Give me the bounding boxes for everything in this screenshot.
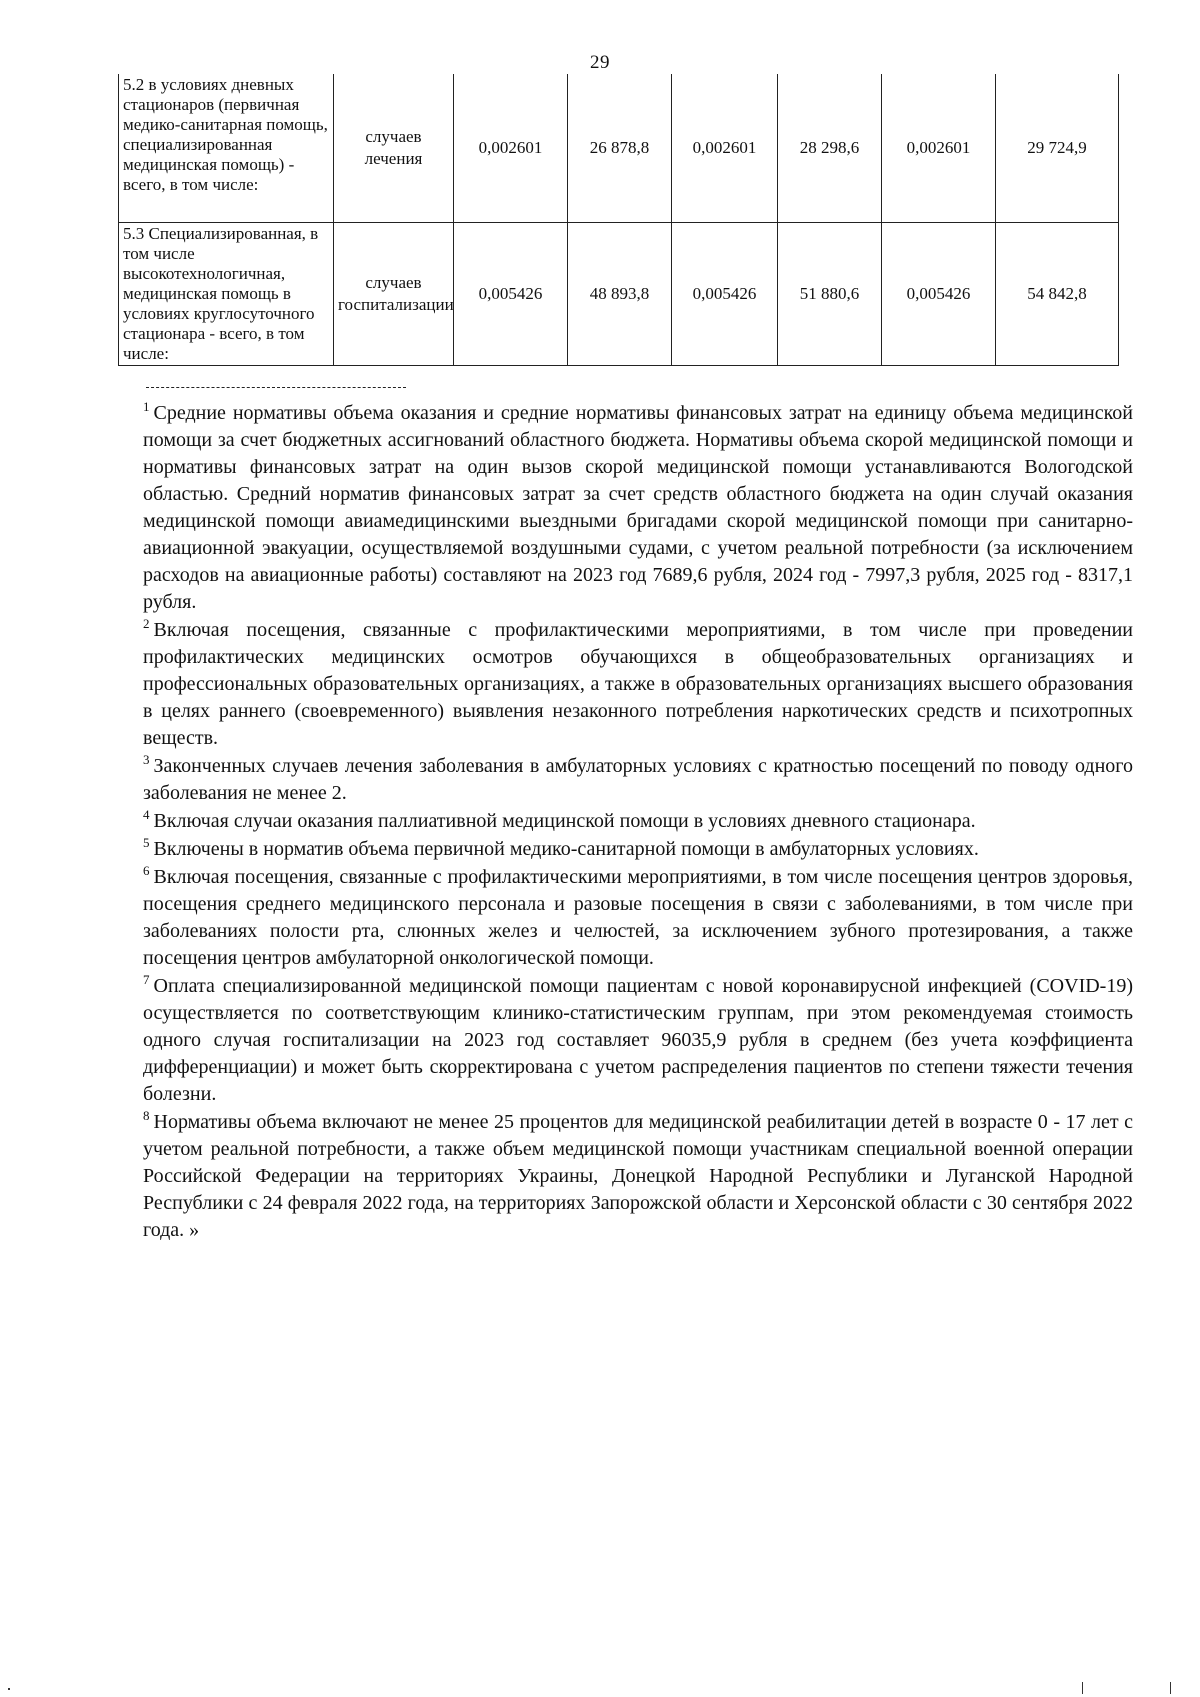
footnote [143, 864, 1133, 972]
footnote-text: Включая случаи оказания паллиативной медицинской помощи в условиях дневного стационара. [153, 810, 976, 832]
row-unit-cell: случаев лечения [334, 74, 454, 222]
row-value-cell: 0,005426 [672, 222, 778, 365]
footnote [143, 973, 1133, 1108]
footnote [143, 753, 1133, 807]
footnote [143, 836, 1133, 863]
row-value-cell: 0,005426 [882, 222, 996, 365]
footnote-separator [146, 387, 406, 388]
footnote [143, 1109, 1133, 1244]
row-value-cell: 0,002601 [672, 74, 778, 222]
scan-artifact [1082, 1682, 1083, 1694]
row-value-cell: 0,005426 [454, 222, 568, 365]
page-number: 29 [590, 52, 610, 73]
footnote-mark: 3 [143, 752, 150, 767]
row-value-cell: 0,002601 [454, 74, 568, 222]
table-row [119, 74, 1119, 222]
table-row [119, 222, 1119, 365]
footnote-text: Нормативы объема включают не менее 25 процентов для медицинской реабилитации детей в возрасте 0 - 17 лет с учетом реальной потребности, а также объем медицинской помощи участникам специальной военной операции Российской Федерации на территориях Украины, Донецкой Народной Республики и Луганской Народной Республики с 24 февраля 2022 года, на территориях Запорожской области и Херсонской области с 30 сентября 2022 года. » [143, 1111, 1133, 1241]
normatives-table [118, 74, 1119, 366]
row-value-cell: 28 298,6 [778, 74, 882, 222]
row-value-cell: 0,002601 [882, 74, 996, 222]
row-name-cell: 5.3 Специализированная, в том числе высокотехнологичная, медицинская помощь в условиях круглосуточного стационара - всего, в том числе: [119, 222, 334, 365]
row-name-cell: 5.2 в условиях дневных стационаров (первичная медико-санитарная помощь, специализированная медицинская помощь) - всего, в том числе: [119, 74, 334, 222]
footnote-text: Средние нормативы объема оказания и средние нормативы финансовых затрат на единицу объема медицинской помощи за счет бюджетных ассигнований областного бюджета. Нормативы объема скорой медицинской помощи и нормативы финансовых затрат на один вызов скорой медицинской помощи устанавливаются Вологодской областью. Средний норматив финансовых затрат за счет средств областного бюджета на один случай оказания медицинской помощи авиамедицинскими выездными бригадами скорой медицинской помощи при санитарно-авиационной эвакуации, осуществляемой воздушными судами, с учетом реальной потребности (за исключением расходов на авиационные работы) составляют на 2023 год 7689,6 рубля, 2024 год - 7997,3 рубля, 2025 год - 8317,1 рубля. [143, 402, 1133, 613]
footnote-mark: 2 [143, 616, 150, 631]
footnote-mark: 6 [143, 863, 150, 878]
footnote-text: Включая посещения, связанные с профилактическими мероприятиями, в том числе при проведении профилактических медицинских осмотров обучающихся в общеобразовательных организациях и профессиональных образовательных организациях, а также в образовательных организациях высшего образования в целях раннего (своевременного) выявления незаконного потребления наркотических средств и психотропных веществ. [143, 619, 1133, 749]
row-value-cell: 29 724,9 [996, 74, 1119, 222]
footnote-text: Включая посещения, связанные с профилактическими мероприятиями, в том числе посещения центров здоровья, посещения среднего медицинского персонала и разовые посещения в связи с заболеваниями, в том числе при заболеваниях полости рта, слюнных желез и челюстей, за исключением зубного протезирования, а также посещения центров амбулаторной онкологической помощи. [143, 866, 1133, 969]
scan-artifact [8, 1688, 10, 1690]
footnotes [143, 400, 1133, 1245]
row-value-cell: 48 893,8 [568, 222, 672, 365]
footnote-mark: 1 [143, 399, 150, 414]
scan-artifact [1170, 1682, 1171, 1694]
footnote-mark: 4 [143, 807, 150, 822]
footnote-mark: 5 [143, 835, 150, 850]
footnote-text: Оплата специализированной медицинской помощи пациентам с новой коронавирусной инфекцией (COVID-19) осуществляется по соответствующим клинико-статистическим группам, при этом рекомендуемая стоимость одного случая госпитализации на 2023 год составляет 96035,9 рубля в среднем (без учета коэффициента дифференциации) и может быть скорректирована с учетом распределения пациентов по степени тяжести течения болезни. [143, 975, 1133, 1105]
row-value-cell: 54 842,8 [996, 222, 1119, 365]
footnote [143, 617, 1133, 752]
row-value-cell: 51 880,6 [778, 222, 882, 365]
footnote-text: Включены в норматив объема первичной медико-санитарной помощи в амбулаторных условиях. [153, 838, 979, 860]
footnote [143, 400, 1133, 616]
footnote-text: Законченных случаев лечения заболевания в амбулаторных условиях с кратностью посещений по поводу одного заболевания не менее 2. [143, 755, 1133, 804]
row-value-cell: 26 878,8 [568, 74, 672, 222]
footnote-mark: 8 [143, 1108, 150, 1123]
footnote-mark: 7 [143, 972, 150, 987]
row-unit-cell: случаев госпитализации [334, 222, 454, 365]
footnote [143, 808, 1133, 835]
